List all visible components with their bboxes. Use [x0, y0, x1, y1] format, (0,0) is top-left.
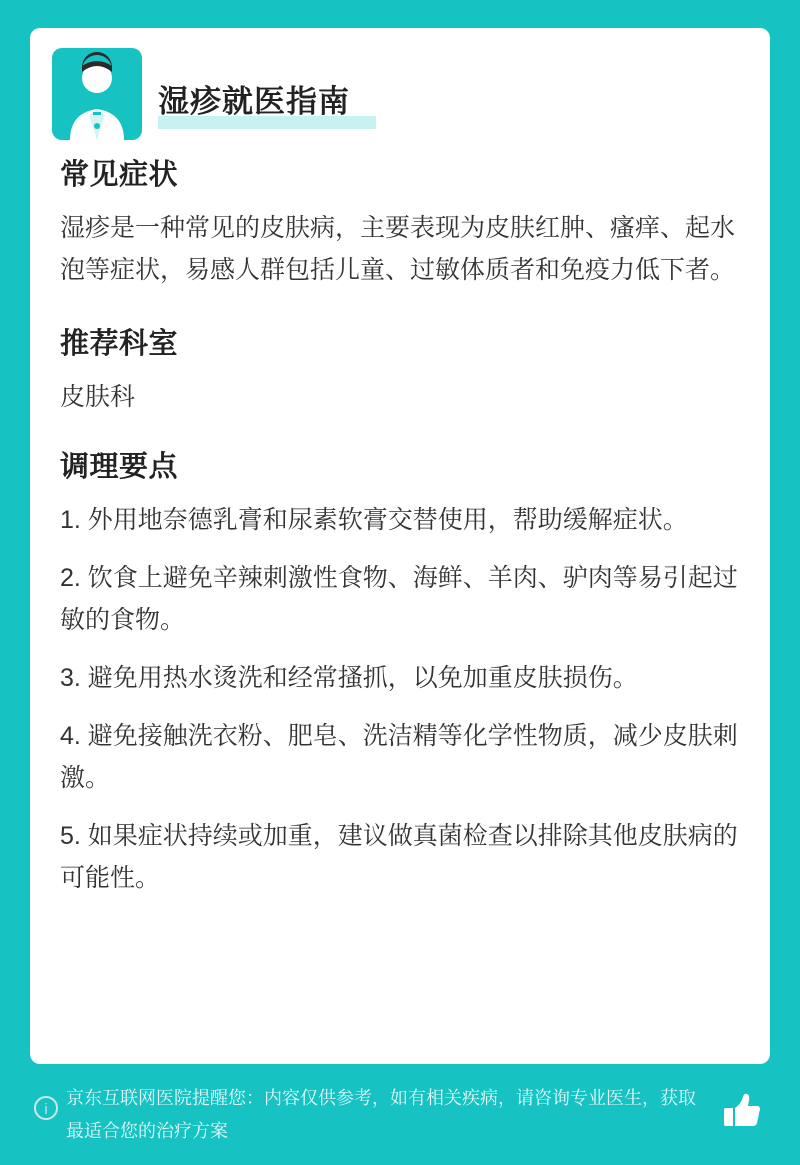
thumbs-up-icon[interactable]	[718, 1088, 762, 1132]
doctor-avatar-icon	[52, 48, 142, 140]
list-item: 4. 避免接触洗衣粉、肥皂、洗洁精等化学性物质，减少皮肤刺激。	[60, 722, 738, 792]
list-item: 5. 如果症状持续或加重，建议做真菌检查以排除其他皮肤病的可能性。	[60, 822, 738, 892]
info-icon: i	[34, 1096, 58, 1120]
department-heading: 推荐科室	[60, 328, 179, 360]
list-item: 3. 避免用热水烫洗和经常搔抓，以免加重皮肤损伤。	[60, 664, 638, 692]
card-content	[60, 152, 746, 915]
list-item: 2. 饮食上避免辛辣刺激性食物、海鲜、羊肉、驴肉等易引起过敏的食物。	[60, 564, 738, 634]
department-text: 皮肤科	[60, 383, 136, 411]
footer	[30, 1072, 770, 1144]
footer-disclaimer: 京东互联网医院提醒您：内容仅供参考，如有相关疾病，请咨询专业医生，获取最适合您的治疗方案	[66, 1088, 696, 1141]
care-list	[60, 499, 746, 899]
guide-card	[30, 28, 770, 1064]
symptoms-text: 湿疹是一种常见的皮肤病，主要表现为皮肤红肿、瘙痒、起水泡等症状，易感人群包括儿童、过敏体质者和免疫力低下者。	[60, 214, 736, 284]
spacer-2	[60, 422, 746, 444]
page-title: 湿疹就医指南	[158, 84, 350, 119]
spacer-1	[60, 299, 746, 321]
list-item: 1. 外用地奈德乳膏和尿素软膏交替使用，帮助缓解症状。	[60, 506, 688, 534]
care-heading: 调理要点	[60, 451, 179, 483]
symptoms-heading: 常见症状	[60, 159, 179, 191]
